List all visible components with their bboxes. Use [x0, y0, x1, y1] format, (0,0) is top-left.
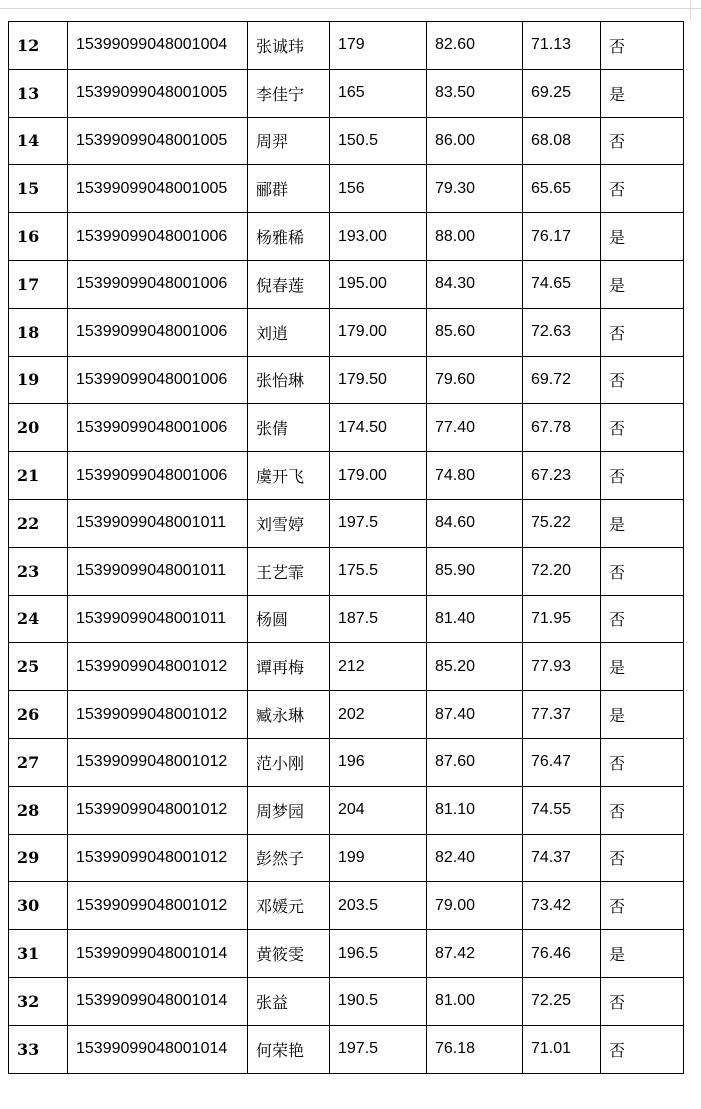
candidate-name-cell: 杨雅稀: [248, 213, 330, 261]
position-code-cell: 15399099048001012: [68, 738, 248, 786]
pass-flag-cell: 是: [601, 930, 684, 978]
position-code-cell: 15399099048001012: [68, 882, 248, 930]
total-score-cell: 74.55: [523, 786, 601, 834]
pass-flag-cell: 否: [601, 738, 684, 786]
pass-flag-cell: 否: [601, 308, 684, 356]
position-code-cell: 15399099048001014: [68, 930, 248, 978]
written-score-cell: 212: [330, 643, 427, 691]
position-code-cell: 15399099048001014: [68, 977, 248, 1025]
pass-flag-cell: 否: [601, 452, 684, 500]
candidate-name-cell: 彭然子: [248, 834, 330, 882]
table-row: [9, 834, 684, 882]
table-row: [9, 117, 684, 165]
score-table-body: [9, 22, 684, 1074]
position-code-cell: 15399099048001006: [68, 308, 248, 356]
table-row: [9, 499, 684, 547]
written-score-cell: 204: [330, 786, 427, 834]
pass-flag-cell: 是: [601, 643, 684, 691]
table-row: [9, 356, 684, 404]
table-row: [9, 1025, 684, 1073]
total-score-cell: 71.95: [523, 595, 601, 643]
written-score-cell: 196.5: [330, 930, 427, 978]
row-number-cell: 22: [9, 499, 68, 547]
candidate-name-cell: 张怡琳: [248, 356, 330, 404]
candidate-name-cell: 张倩: [248, 404, 330, 452]
pass-flag-cell: 否: [601, 404, 684, 452]
interview-score-cell: 88.00: [427, 213, 523, 261]
interview-score-cell: 85.60: [427, 308, 523, 356]
position-code-cell: 15399099048001006: [68, 356, 248, 404]
written-score-cell: 196: [330, 738, 427, 786]
candidate-name-cell: 张诚玮: [248, 22, 330, 70]
written-score-cell: 179.00: [330, 452, 427, 500]
total-score-cell: 68.08: [523, 117, 601, 165]
pass-flag-cell: 否: [601, 595, 684, 643]
written-score-cell: 165: [330, 69, 427, 117]
row-number-cell: 26: [9, 691, 68, 739]
interview-score-cell: 77.40: [427, 404, 523, 452]
total-score-cell: 69.72: [523, 356, 601, 404]
table-row: [9, 930, 684, 978]
position-code-cell: 15399099048001011: [68, 547, 248, 595]
candidate-name-cell: 刘逍: [248, 308, 330, 356]
pass-flag-cell: 否: [601, 882, 684, 930]
total-score-cell: 71.01: [523, 1025, 601, 1073]
position-code-cell: 15399099048001006: [68, 260, 248, 308]
interview-score-cell: 81.10: [427, 786, 523, 834]
pass-flag-cell: 否: [601, 547, 684, 595]
table-row: [9, 260, 684, 308]
table-row: [9, 404, 684, 452]
candidate-name-cell: 虞开飞: [248, 452, 330, 500]
interview-score-cell: 84.60: [427, 499, 523, 547]
written-score-cell: 203.5: [330, 882, 427, 930]
candidate-name-cell: 邓媛元: [248, 882, 330, 930]
pass-flag-cell: 是: [601, 499, 684, 547]
candidate-name-cell: 张益: [248, 977, 330, 1025]
position-code-cell: 15399099048001005: [68, 69, 248, 117]
candidate-name-cell: 黄筱雯: [248, 930, 330, 978]
candidate-name-cell: 刘雪婷: [248, 499, 330, 547]
row-number-cell: 30: [9, 882, 68, 930]
interview-score-cell: 81.00: [427, 977, 523, 1025]
written-score-cell: 197.5: [330, 1025, 427, 1073]
written-score-cell: 175.5: [330, 547, 427, 595]
written-score-cell: 193.00: [330, 213, 427, 261]
position-code-cell: 15399099048001011: [68, 595, 248, 643]
row-number-cell: 24: [9, 595, 68, 643]
pass-flag-cell: 是: [601, 213, 684, 261]
written-score-cell: 202: [330, 691, 427, 739]
interview-score-cell: 85.90: [427, 547, 523, 595]
total-score-cell: 77.93: [523, 643, 601, 691]
position-code-cell: 15399099048001014: [68, 1025, 248, 1073]
pass-flag-cell: 否: [601, 1025, 684, 1073]
total-score-cell: 74.37: [523, 834, 601, 882]
table-row: [9, 69, 684, 117]
written-score-cell: 179.00: [330, 308, 427, 356]
total-score-cell: 72.25: [523, 977, 601, 1025]
interview-score-cell: 87.42: [427, 930, 523, 978]
interview-score-cell: 81.40: [427, 595, 523, 643]
table-row: [9, 643, 684, 691]
total-score-cell: 75.22: [523, 499, 601, 547]
position-code-cell: 15399099048001012: [68, 786, 248, 834]
candidate-name-cell: 周梦园: [248, 786, 330, 834]
row-number-cell: 14: [9, 117, 68, 165]
pass-flag-cell: 否: [601, 834, 684, 882]
interview-score-cell: 86.00: [427, 117, 523, 165]
row-number-cell: 23: [9, 547, 68, 595]
row-number-cell: 25: [9, 643, 68, 691]
interview-score-cell: 82.60: [427, 22, 523, 70]
position-code-cell: 15399099048001011: [68, 499, 248, 547]
row-number-cell: 18: [9, 308, 68, 356]
position-code-cell: 15399099048001004: [68, 22, 248, 70]
pass-flag-cell: 否: [601, 165, 684, 213]
row-number-cell: 32: [9, 977, 68, 1025]
position-code-cell: 15399099048001012: [68, 691, 248, 739]
table-row: [9, 547, 684, 595]
written-score-cell: 179.50: [330, 356, 427, 404]
written-score-cell: 156: [330, 165, 427, 213]
pass-flag-cell: 否: [601, 117, 684, 165]
candidate-name-cell: 李佳宁: [248, 69, 330, 117]
pass-flag-cell: 是: [601, 260, 684, 308]
total-score-cell: 76.17: [523, 213, 601, 261]
pass-flag-cell: 否: [601, 786, 684, 834]
position-code-cell: 15399099048001005: [68, 165, 248, 213]
interview-score-cell: 82.40: [427, 834, 523, 882]
interview-score-cell: 87.40: [427, 691, 523, 739]
candidate-name-cell: 何荣艳: [248, 1025, 330, 1073]
pass-flag-cell: 否: [601, 977, 684, 1025]
total-score-cell: 74.65: [523, 260, 601, 308]
total-score-cell: 67.78: [523, 404, 601, 452]
row-number-cell: 13: [9, 69, 68, 117]
row-number-cell: 21: [9, 452, 68, 500]
candidate-name-cell: 郦群: [248, 165, 330, 213]
row-number-cell: 31: [9, 930, 68, 978]
interview-score-cell: 74.80: [427, 452, 523, 500]
total-score-cell: 73.42: [523, 882, 601, 930]
interview-score-cell: 85.20: [427, 643, 523, 691]
interview-score-cell: 79.00: [427, 882, 523, 930]
page-corner-edge: [690, 0, 691, 20]
row-number-cell: 12: [9, 22, 68, 70]
interview-score-cell: 79.30: [427, 165, 523, 213]
total-score-cell: 76.47: [523, 738, 601, 786]
page-top-edge: [0, 8, 701, 9]
row-number-cell: 27: [9, 738, 68, 786]
interview-score-cell: 76.18: [427, 1025, 523, 1073]
position-code-cell: 15399099048001012: [68, 834, 248, 882]
table-row: [9, 691, 684, 739]
pass-flag-cell: 是: [601, 69, 684, 117]
table-row: [9, 595, 684, 643]
row-number-cell: 15: [9, 165, 68, 213]
interview-score-cell: 83.50: [427, 69, 523, 117]
total-score-cell: 76.46: [523, 930, 601, 978]
table-row: [9, 977, 684, 1025]
position-code-cell: 15399099048001006: [68, 404, 248, 452]
row-number-cell: 33: [9, 1025, 68, 1073]
candidate-name-cell: 王艺霏: [248, 547, 330, 595]
pass-flag-cell: 否: [601, 356, 684, 404]
total-score-cell: 72.20: [523, 547, 601, 595]
candidate-name-cell: 范小刚: [248, 738, 330, 786]
written-score-cell: 199: [330, 834, 427, 882]
total-score-cell: 67.23: [523, 452, 601, 500]
total-score-cell: 72.63: [523, 308, 601, 356]
table-row: [9, 452, 684, 500]
table-row: [9, 213, 684, 261]
written-score-cell: 190.5: [330, 977, 427, 1025]
table-row: [9, 786, 684, 834]
table-row: [9, 22, 684, 70]
table-row: [9, 882, 684, 930]
candidate-name-cell: 杨圆: [248, 595, 330, 643]
table-row: [9, 738, 684, 786]
written-score-cell: 195.00: [330, 260, 427, 308]
total-score-cell: 69.25: [523, 69, 601, 117]
position-code-cell: 15399099048001012: [68, 643, 248, 691]
row-number-cell: 17: [9, 260, 68, 308]
written-score-cell: 187.5: [330, 595, 427, 643]
score-table: [8, 21, 684, 1074]
candidate-name-cell: 周羿: [248, 117, 330, 165]
table-row: [9, 165, 684, 213]
candidate-name-cell: 倪春莲: [248, 260, 330, 308]
row-number-cell: 20: [9, 404, 68, 452]
interview-score-cell: 87.60: [427, 738, 523, 786]
row-number-cell: 29: [9, 834, 68, 882]
total-score-cell: 71.13: [523, 22, 601, 70]
written-score-cell: 179: [330, 22, 427, 70]
interview-score-cell: 84.30: [427, 260, 523, 308]
row-number-cell: 19: [9, 356, 68, 404]
row-number-cell: 28: [9, 786, 68, 834]
row-number-cell: 16: [9, 213, 68, 261]
total-score-cell: 77.37: [523, 691, 601, 739]
pass-flag-cell: 否: [601, 22, 684, 70]
written-score-cell: 197.5: [330, 499, 427, 547]
interview-score-cell: 79.60: [427, 356, 523, 404]
written-score-cell: 150.5: [330, 117, 427, 165]
candidate-name-cell: 谭再梅: [248, 643, 330, 691]
position-code-cell: 15399099048001005: [68, 117, 248, 165]
pass-flag-cell: 是: [601, 691, 684, 739]
written-score-cell: 174.50: [330, 404, 427, 452]
position-code-cell: 15399099048001006: [68, 452, 248, 500]
candidate-name-cell: 臧永琳: [248, 691, 330, 739]
table-row: [9, 308, 684, 356]
position-code-cell: 15399099048001006: [68, 213, 248, 261]
total-score-cell: 65.65: [523, 165, 601, 213]
